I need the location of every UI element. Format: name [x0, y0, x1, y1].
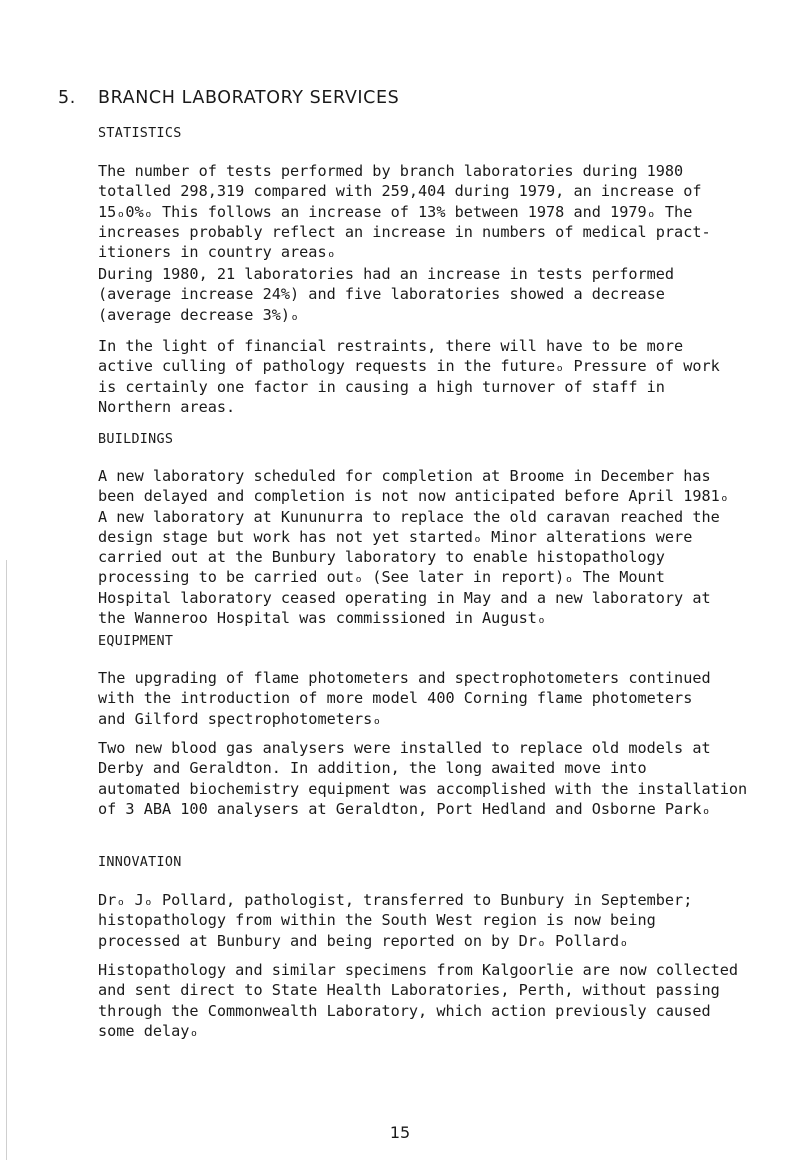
statistics-paragraph-2: During 1980, 21 laboratories had an increase in tests performed (average increase 24%) and five laboratories showed a decrease (average decrease 3%)ₒ [98, 265, 675, 324]
innovation-paragraph-2: Histopathology and similar specimens from Kalgoorlie are now collected and sent direct to State Health Laboratories, Perth, without passing through the Commonwealth Laboratory, which action previously caused some delayₒ [98, 961, 739, 1040]
equipment-paragraph-2: Two new blood gas analysers were installed to replace old models at Derby and Geraldton. In addition, the long awaited move into automated biochemistry equipment was accomplished with the installation of 3 ABA 100 analysers at Geraldton, Port Hedland and Osborne Parkₒ [98, 739, 748, 818]
equipment-heading: EQUIPMENT [98, 634, 174, 649]
innovation-heading: INNOVATION [98, 855, 182, 870]
statistics-heading: STATISTICS [98, 126, 182, 141]
buildings-paragraph-1: A new laboratory scheduled for completion at Broome in December has been delayed and completion is not now anticipated before April 1981ₒ A new laboratory at Kununurra to replace the old caravan reached the design stage but work has not yet startedₒ Minor alterations were carried out at the Bunbury laboratory to enable histopathology processing to be carried outₒ (See later in report)ₒ The Mount Hospital laboratory ceased operating in May and a new laboratory at the Wanneroo Hospital was commissioned in Augustₒ [98, 467, 729, 628]
section-title: BRANCH LABORATORY SERVICES [98, 88, 400, 108]
section-heading [58, 88, 399, 108]
statistics-paragraph-1: The number of tests performed by branch laboratories during 1980 totalled 298,319 compared with 259,404 during 1979, an increase of 15ₒ0%ₒ This follows an increase of 13% between 1978 and 1979ₒ The increases probably reflect an increase in numbers of medical pract- itioners in country areasₒ [98, 162, 711, 262]
page-number: 15 [389, 1123, 411, 1142]
statistics-paragraph-3: In the light of financial restraints, there will have to be more active culling of pathology requests in the futureₒ Pressure of work is certainly one factor in causing a high turnover of staff in Northern areas. [98, 337, 720, 416]
buildings-heading: BUILDINGS [98, 432, 174, 447]
innovation-paragraph-1: Drₒ Jₒ Pollard, pathologist, transferred to Bunbury in September; histopathology from within the South West region is now being processed at Bunbury and being reported on by Drₒ Pollardₒ [98, 891, 693, 950]
section-number: 5. [58, 88, 76, 108]
scan-edge-line [6, 560, 7, 1160]
equipment-paragraph-1: The upgrading of flame photometers and spectrophotometers continued with the introduction of more model 400 Corning flame photometers and Gilford spectrophotometersₒ [98, 669, 711, 728]
